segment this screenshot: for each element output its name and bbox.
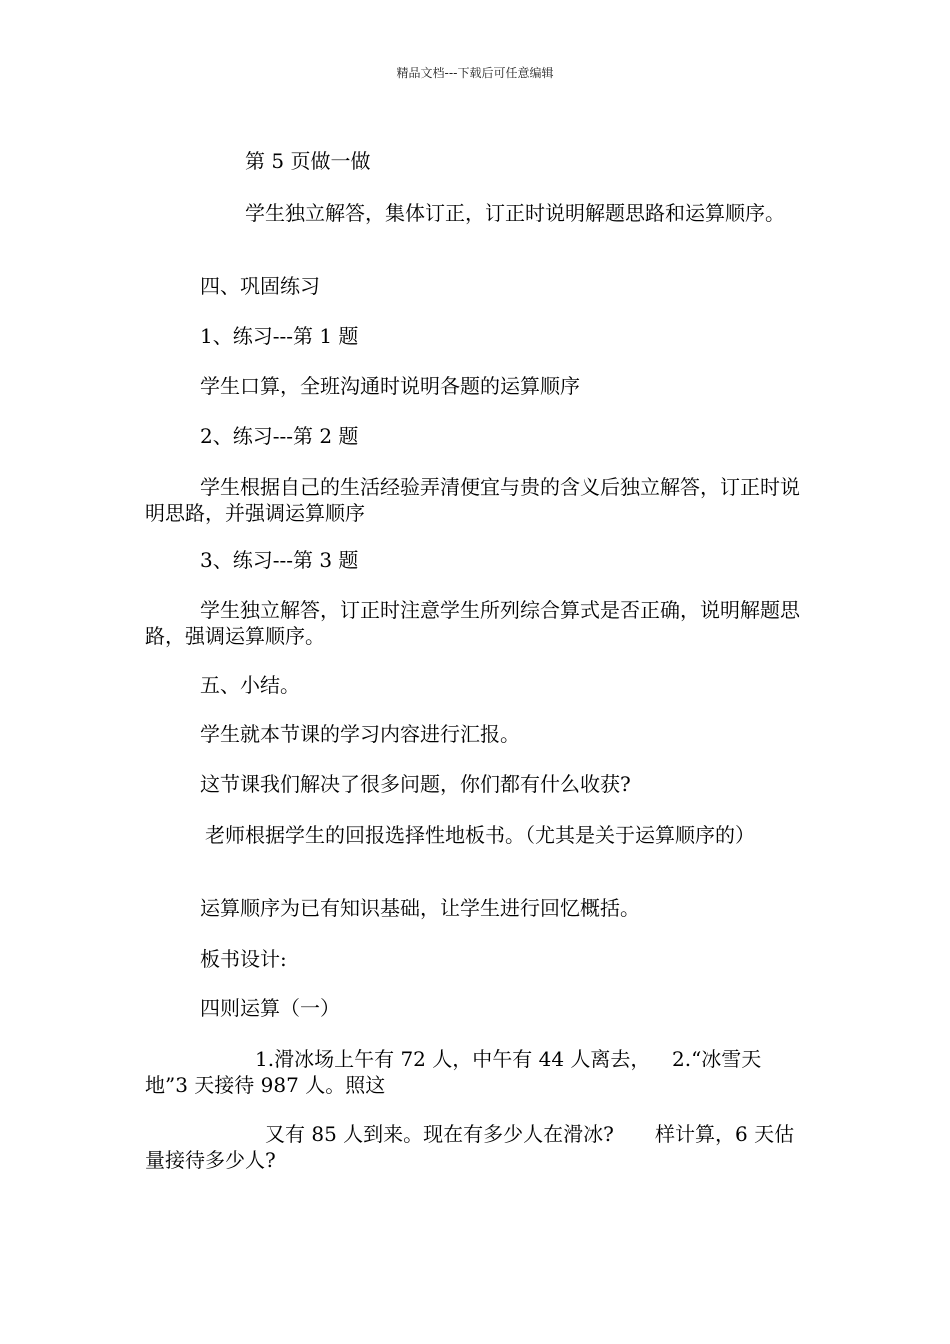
paragraph: 第 5 页做一做 [245,149,371,173]
paragraph: 学生独立解答，集体订正，订正时说明解题思路和运算顺序。 [245,201,785,225]
problem-2-line-1: 2.“冰雪天 [672,1047,762,1071]
paragraph: 运算顺序为已有知识基础，让学生进行回忆概括。 [200,896,640,920]
paragraph: 1、练习---第 1 题 [200,324,359,348]
paragraph: 老师根据学生的回报选择性地板书。（尤其是关于运算顺序的） [205,823,755,847]
paragraph: 3、练习---第 3 题 [200,548,359,572]
problem-row-2-continuation: 量接待多少人? [145,1148,276,1172]
paragraph: 板书设计: [200,947,287,971]
problem-row-1 [145,1046,810,1072]
paragraph: 2、练习---第 2 题 [200,424,359,448]
paragraph: 学生就本节课的学习内容进行汇报。 [200,722,520,746]
problem-row-1-continuation: 地”3 天接待 987 人。照这 [145,1073,386,1097]
paragraph: 四则运算（一） [200,996,340,1020]
section-heading: 五、小结。 [200,673,300,697]
problem-2-line-2: 样计算，6 天估 [655,1122,795,1146]
problem-1-line-1: 1.滑冰场上午有 72 人，中午有 44 人离去， [255,1047,651,1071]
problem-row-2 [145,1121,810,1147]
paragraph: 学生根据自己的生活经验弄清便宜与贵的含义后独立解答，订正时说明思路，并强调运算顺序 [145,475,800,525]
paragraph: 学生口算，全班沟通时说明各题的运算顺序 [200,374,580,398]
section-heading: 四、巩固练习 [200,274,320,298]
problem-1-line-2: 又有 85 人到来。现在有多少人在滑冰? [265,1122,614,1146]
paragraph: 学生独立解答，订正时注意学生所列综合算式是否正确，说明解题思路，强调运算顺序。 [145,598,800,648]
paragraph: 这节课我们解决了很多问题，你们都有什么收获? [200,772,631,796]
page-header: 精品文档---下载后可任意编辑 [396,66,554,80]
